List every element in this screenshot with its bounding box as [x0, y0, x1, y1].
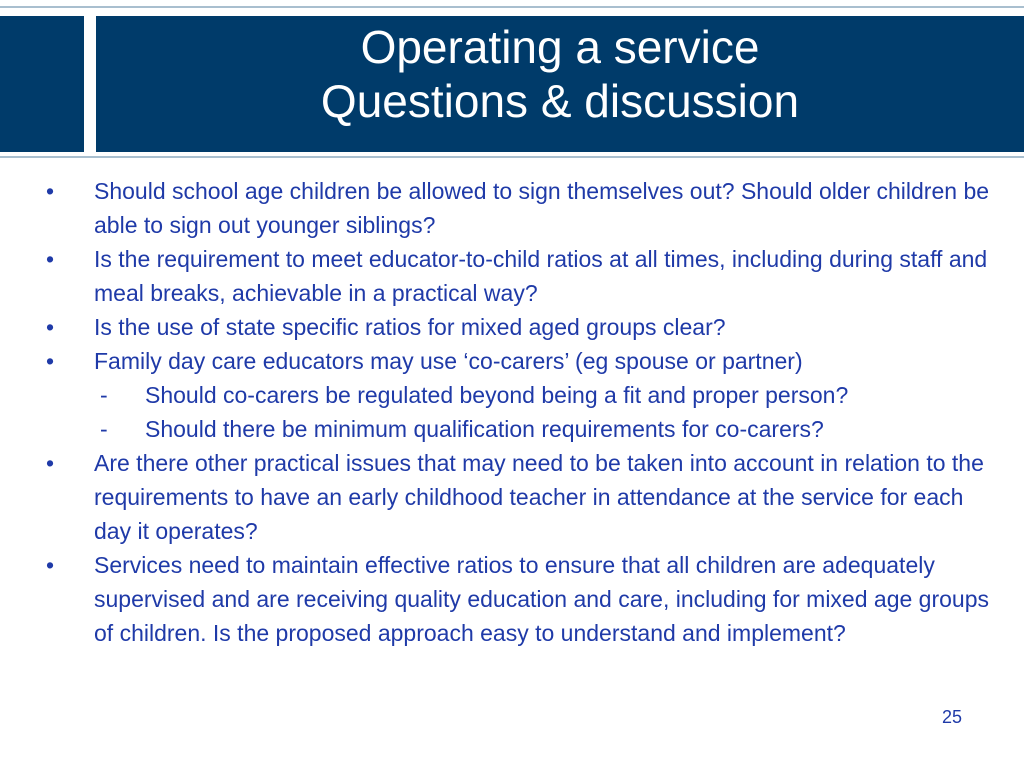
- list-item-text: Is the requirement to meet educator-to-child ratios at all times, including during staff and meal breaks, achievable in a practical way?: [94, 246, 988, 306]
- sub-list-item: [40, 412, 1000, 446]
- list-item: [40, 242, 1000, 310]
- bullet-marker: •: [46, 246, 55, 272]
- bullet-marker: •: [46, 552, 55, 578]
- list-item: [40, 548, 1000, 650]
- bullet-marker: •: [46, 178, 55, 204]
- slide-title: [96, 20, 1024, 128]
- list-item-text: Family day care educators may use ‘co-carers’ (eg spouse or partner): [94, 348, 803, 374]
- vertical-divider: [84, 16, 96, 152]
- list-item: [40, 174, 1000, 242]
- list-item-text: Is the use of state specific ratios for mixed aged groups clear?: [94, 314, 726, 340]
- bullet-marker: •: [46, 450, 55, 476]
- bottom-rule: [0, 156, 1024, 158]
- list-item-text: Should school age children be allowed to sign themselves out? Should older children be able to sign out younger siblings?: [94, 178, 990, 238]
- sub-list-item-text: Should co-carers be regulated beyond being a fit and proper person?: [145, 382, 849, 408]
- list-item-text: Are there other practical issues that may need to be taken into account in relation to the requirements to have an early childhood teacher in attendance at the service for each day it operates?: [94, 450, 984, 544]
- dash-marker: -: [100, 416, 108, 442]
- bullet-marker: •: [46, 348, 55, 374]
- list-item: [40, 310, 1000, 344]
- dash-marker: -: [100, 382, 108, 408]
- left-block: [0, 16, 84, 152]
- title-line-2: Questions & discussion: [320, 75, 800, 127]
- sub-list-item-text: Should there be minimum qualification requirements for co-carers?: [145, 416, 824, 442]
- page-number: 25: [941, 707, 962, 727]
- sub-list-item: [40, 378, 1000, 412]
- list-item-text: Services need to maintain effective ratios to ensure that all children are adequately supervised and are receiving quality education and care, including for mixed age groups of children. Is the proposed approach easy to understand and implement?: [94, 552, 989, 646]
- bullet-marker: •: [46, 314, 55, 340]
- top-rule: [0, 6, 1024, 8]
- content-list: [40, 174, 1000, 650]
- list-item: [40, 446, 1000, 548]
- list-item: [40, 344, 1000, 378]
- title-line-1: Operating a service: [360, 21, 760, 73]
